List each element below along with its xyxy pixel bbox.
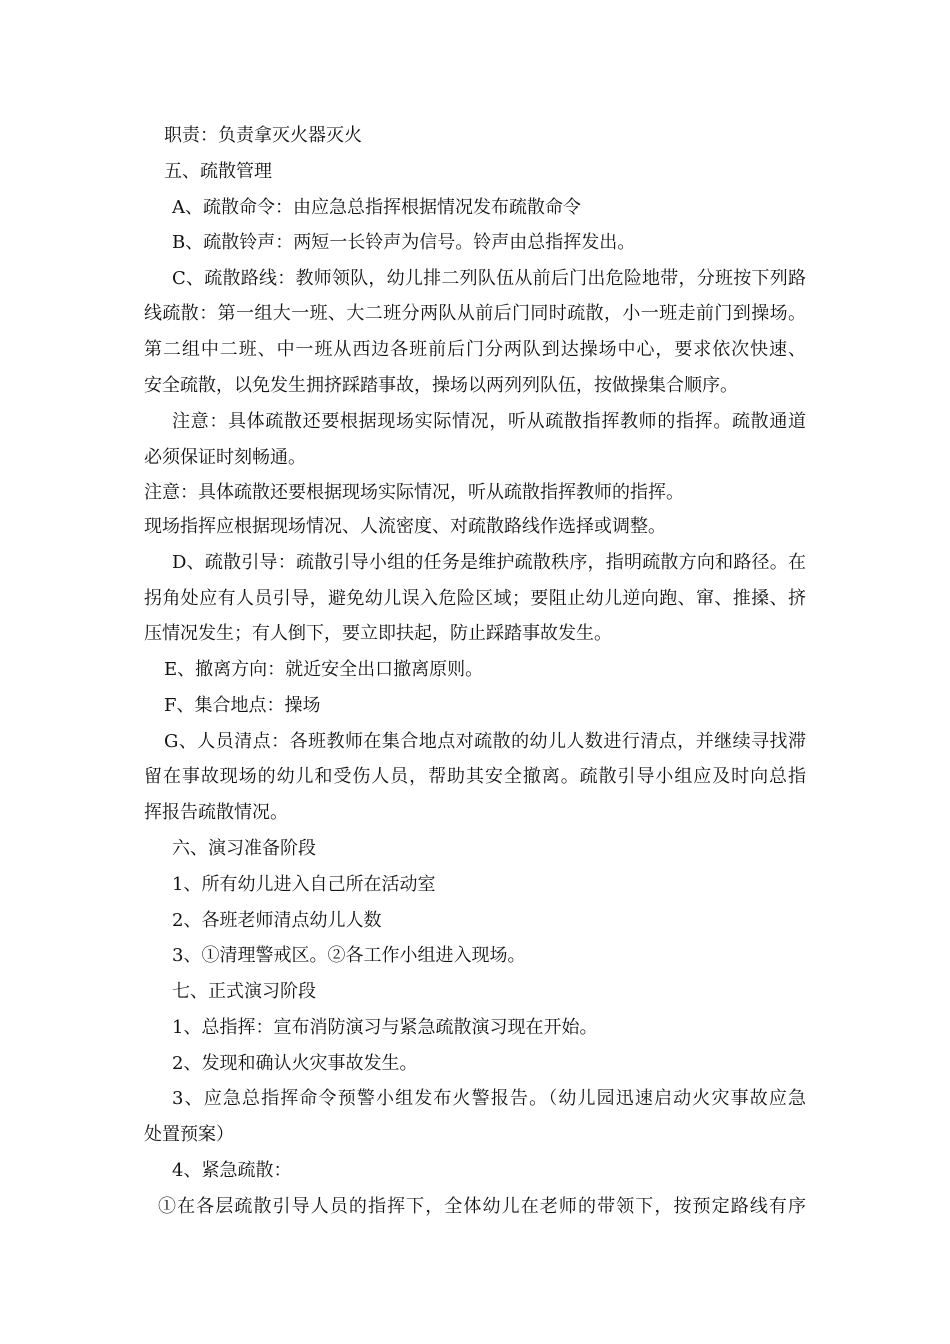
list-item: 1、所有幼儿进入自己所在活动室	[172, 874, 436, 895]
text-line: 职责：负责拿灭火器灭火	[164, 125, 362, 146]
text-line: F、集合地点：操场	[164, 695, 321, 716]
section-heading: 七、正式演习阶段	[172, 981, 316, 1002]
text-line: E、撤离方向：就近安全出口撤离原则。	[164, 659, 484, 680]
section-heading: 六、演习准备阶段	[172, 838, 316, 859]
text-line: A、疏散命令：由应急总指挥根据情况发布疏散命令	[172, 197, 581, 218]
list-item: 3、应急总指挥命令预警小组发布火警报告。（幼儿园迅速启动火灾事故应急	[172, 1088, 806, 1109]
list-item: 3、①清理警戒区。②各工作小组进入现场。	[172, 945, 526, 966]
text-line: 拐角处应有人员引导，避免幼儿误入危险区域；要阻止幼儿逆向跑、窜、推搡、挤	[144, 588, 806, 609]
list-item: 2、各班老师清点幼儿人数	[172, 910, 382, 931]
text-line: 注意：具体疏散还要根据现场实际情况，听从疏散指挥教师的指挥。疏散通道	[172, 411, 806, 432]
text-line: ①在各层疏散引导人员的指挥下，全体幼儿在老师的带领下，按预定路线有序	[158, 1196, 806, 1217]
list-item: 4、紧急疏散：	[172, 1160, 292, 1181]
text-line: B、疏散铃声：两短一长铃声为信号。铃声由总指挥发出。	[172, 232, 636, 253]
text-line: 压情况发生；有人倒下，要立即扶起，防止踩踏事故发生。	[144, 623, 612, 644]
text-line: D、疏散引导：疏散引导小组的任务是维护疏散秩序，指明疏散方向和路径。在	[172, 552, 806, 573]
text-line: C、疏散路线：教师领队，幼儿排二列队伍从前后门出危险地带，分班按下列路	[172, 268, 806, 289]
text-line: 安全疏散，以免发生拥挤踩踏事故，操场以两列列队伍，按做操集合顺序。	[144, 375, 738, 396]
list-item: 1、总指挥：宣布消防演习与紧急疏散演习现在开始。	[172, 1017, 598, 1038]
text-line: 挥报告疏散情况。	[144, 802, 288, 823]
text-line: 留在事故现场的幼儿和受伤人员，帮助其安全撤离。疏散引导小组应及时向总指	[144, 766, 806, 787]
text-line: G、人员清点：各班教师在集合地点对疏散的幼儿人数进行清点，并继续寻找滞	[164, 731, 806, 752]
section-heading: 五、疏散管理	[164, 161, 272, 182]
text-line: 必须保证时刻畅通。	[144, 447, 306, 468]
text-line: 线疏散：第一组大一班、大二班分两队从前后门同时疏散，小一班走前门到操场。	[144, 303, 806, 324]
text-line: 注意：具体疏散还要根据现场实际情况，听从疏散指挥教师的指挥。	[144, 482, 684, 503]
list-item: 2、发现和确认火灾事故发生。	[172, 1053, 418, 1074]
text-line: 现场指挥应根据现场情况、人流密度、对疏散路线作选择或调整。	[144, 516, 666, 537]
text-line: 第二组中二班、中一班从西边各班前后门分两队到达操场中心，要求依次快速、	[144, 339, 806, 360]
text-line: 处置预案）	[144, 1124, 234, 1145]
